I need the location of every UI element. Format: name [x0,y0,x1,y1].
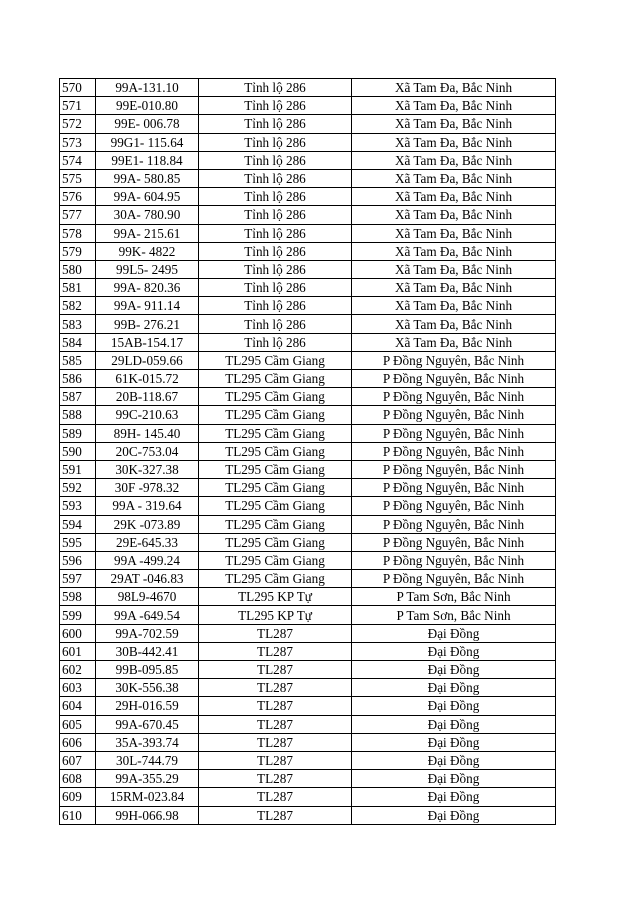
location-cell: Xã Tam Đa, Bắc Ninh [352,79,556,97]
location-cell: Đại Đồng [352,642,556,660]
road-cell: TL287 [199,751,352,769]
table-row [60,424,556,442]
row-number-cell: 600 [60,624,96,642]
location-cell: Xã Tam Đa, Bắc Ninh [352,206,556,224]
road-cell: Tỉnh lộ 286 [199,279,352,297]
row-number-cell: 585 [60,351,96,369]
row-number-cell: 598 [60,588,96,606]
license-plate-cell: 99E1- 118.84 [96,151,199,169]
table-row [60,297,556,315]
license-plate-cell: 99A -649.54 [96,606,199,624]
road-cell: Tỉnh lộ 286 [199,315,352,333]
license-plate-cell: 99K- 4822 [96,242,199,260]
license-plate-cell: 30L-744.79 [96,751,199,769]
location-cell: Đại Đồng [352,661,556,679]
location-cell: Xã Tam Đa, Bắc Ninh [352,242,556,260]
road-cell: TL287 [199,624,352,642]
table-row [60,351,556,369]
location-cell: Đại Đồng [352,624,556,642]
road-cell: TL287 [199,806,352,824]
row-number-cell: 587 [60,388,96,406]
table-row [60,551,556,569]
road-cell: TL295 KP Tự [199,606,352,624]
road-cell: TL287 [199,788,352,806]
license-plate-cell: 15AB-154.17 [96,333,199,351]
location-cell: Xã Tam Đa, Bắc Ninh [352,315,556,333]
table-row [60,806,556,824]
location-cell: P Đồng Nguyên, Bắc Ninh [352,460,556,478]
table-row [60,570,556,588]
table-row [60,497,556,515]
location-cell: P Đồng Nguyên, Bắc Ninh [352,497,556,515]
table-row [60,169,556,187]
location-cell: Đại Đồng [352,770,556,788]
road-cell: TL295 Cầm Giang [199,497,352,515]
row-number-cell: 609 [60,788,96,806]
license-plate-cell: 29K -073.89 [96,515,199,533]
license-plate-cell: 30A- 780.90 [96,206,199,224]
license-plate-cell: 99A-670.45 [96,715,199,733]
table-row [60,515,556,533]
license-plate-cell: 99A- 820.36 [96,279,199,297]
table-row [60,606,556,624]
row-number-cell: 570 [60,79,96,97]
table-row [60,442,556,460]
road-cell: TL287 [199,661,352,679]
road-cell: TL287 [199,715,352,733]
row-number-cell: 584 [60,333,96,351]
license-plate-cell: 99A- 580.85 [96,169,199,187]
table-body [60,79,556,825]
table-row [60,224,556,242]
road-cell: TL295 Cầm Giang [199,533,352,551]
license-plate-cell: 99A- 604.95 [96,188,199,206]
license-plate-cell: 15RM-023.84 [96,788,199,806]
road-cell: Tỉnh lộ 286 [199,79,352,97]
location-cell: Xã Tam Đa, Bắc Ninh [352,151,556,169]
license-plate-cell: 20B-118.67 [96,388,199,406]
row-number-cell: 581 [60,279,96,297]
table-row [60,661,556,679]
table-row [60,460,556,478]
table-row [60,115,556,133]
table-row [60,751,556,769]
license-plate-cell: 99H-066.98 [96,806,199,824]
location-cell: P Tam Sơn, Bắc Ninh [352,588,556,606]
row-number-cell: 577 [60,206,96,224]
location-cell: Xã Tam Đa, Bắc Ninh [352,260,556,278]
row-number-cell: 580 [60,260,96,278]
row-number-cell: 575 [60,169,96,187]
license-plate-cell: 89H- 145.40 [96,424,199,442]
row-number-cell: 572 [60,115,96,133]
road-cell: TL287 [199,733,352,751]
row-number-cell: 578 [60,224,96,242]
row-number-cell: 590 [60,442,96,460]
location-cell: Đại Đồng [352,788,556,806]
row-number-cell: 574 [60,151,96,169]
license-plate-cell: 61K-015.72 [96,370,199,388]
row-number-cell: 601 [60,642,96,660]
license-plate-cell: 30K-327.38 [96,460,199,478]
license-plate-cell: 30K-556.38 [96,679,199,697]
row-number-cell: 589 [60,424,96,442]
location-cell: Đại Đồng [352,715,556,733]
table-row [60,479,556,497]
license-plate-cell: 29LD-059.66 [96,351,199,369]
row-number-cell: 573 [60,133,96,151]
license-plate-cell: 99C-210.63 [96,406,199,424]
location-cell: Xã Tam Đa, Bắc Ninh [352,115,556,133]
table-row [60,624,556,642]
location-cell: P Đồng Nguyên, Bắc Ninh [352,351,556,369]
table-row [60,406,556,424]
location-cell: P Đồng Nguyên, Bắc Ninh [352,442,556,460]
road-cell: TL295 Cầm Giang [199,551,352,569]
road-cell: Tỉnh lộ 286 [199,133,352,151]
location-cell: P Đồng Nguyên, Bắc Ninh [352,406,556,424]
license-plate-cell: 99A- 215.61 [96,224,199,242]
road-cell: Tỉnh lộ 286 [199,260,352,278]
road-cell: TL295 Cầm Giang [199,479,352,497]
location-cell: P Đồng Nguyên, Bắc Ninh [352,370,556,388]
location-cell: Đại Đồng [352,733,556,751]
license-plate-cell: 99A -499.24 [96,551,199,569]
location-cell: Xã Tam Đa, Bắc Ninh [352,224,556,242]
row-number-cell: 608 [60,770,96,788]
location-cell: Đại Đồng [352,679,556,697]
location-cell: P Đồng Nguyên, Bắc Ninh [352,533,556,551]
location-cell: Xã Tam Đa, Bắc Ninh [352,97,556,115]
license-plate-cell: 99A - 319.64 [96,497,199,515]
license-plate-cell: 29E-645.33 [96,533,199,551]
road-cell: Tỉnh lộ 286 [199,151,352,169]
road-cell: Tỉnh lộ 286 [199,333,352,351]
table-row [60,642,556,660]
license-plate-cell: 99A-355.29 [96,770,199,788]
license-plate-cell: 98L9-4670 [96,588,199,606]
row-number-cell: 599 [60,606,96,624]
road-cell: Tỉnh lộ 286 [199,206,352,224]
row-number-cell: 595 [60,533,96,551]
row-number-cell: 602 [60,661,96,679]
table-row [60,260,556,278]
location-cell: Xã Tam Đa, Bắc Ninh [352,169,556,187]
violations-table [59,78,556,825]
license-plate-cell: 29H-016.59 [96,697,199,715]
row-number-cell: 597 [60,570,96,588]
row-number-cell: 579 [60,242,96,260]
location-cell: P Đồng Nguyên, Bắc Ninh [352,515,556,533]
license-plate-cell: 29AT -046.83 [96,570,199,588]
location-cell: P Đồng Nguyên, Bắc Ninh [352,551,556,569]
location-cell: P Đồng Nguyên, Bắc Ninh [352,570,556,588]
road-cell: TL295 KP Tự [199,588,352,606]
location-cell: Xã Tam Đa, Bắc Ninh [352,133,556,151]
license-plate-cell: 99E-010.80 [96,97,199,115]
table-row [60,388,556,406]
table-row [60,242,556,260]
road-cell: TL295 Cầm Giang [199,442,352,460]
table-row [60,370,556,388]
row-number-cell: 593 [60,497,96,515]
row-number-cell: 592 [60,479,96,497]
row-number-cell: 571 [60,97,96,115]
row-number-cell: 586 [60,370,96,388]
road-cell: Tỉnh lộ 286 [199,97,352,115]
row-number-cell: 605 [60,715,96,733]
license-plate-cell: 30B-442.41 [96,642,199,660]
table-row [60,206,556,224]
table-row [60,733,556,751]
license-plate-cell: 30F -978.32 [96,479,199,497]
license-plate-cell: 99A-131.10 [96,79,199,97]
license-plate-cell: 99A- 911.14 [96,297,199,315]
table-row [60,533,556,551]
table-row [60,151,556,169]
road-cell: TL295 Cầm Giang [199,460,352,478]
row-number-cell: 588 [60,406,96,424]
row-number-cell: 603 [60,679,96,697]
road-cell: TL295 Cầm Giang [199,570,352,588]
row-number-cell: 594 [60,515,96,533]
location-cell: Xã Tam Đa, Bắc Ninh [352,279,556,297]
table-row [60,279,556,297]
license-plate-cell: 99L5- 2495 [96,260,199,278]
road-cell: Tỉnh lộ 286 [199,169,352,187]
location-cell: P Đồng Nguyên, Bắc Ninh [352,479,556,497]
road-cell: TL295 Cầm Giang [199,388,352,406]
road-cell: TL287 [199,679,352,697]
location-cell: Đại Đồng [352,751,556,769]
location-cell: Đại Đồng [352,697,556,715]
road-cell: TL295 Cầm Giang [199,515,352,533]
road-cell: TL295 Cầm Giang [199,406,352,424]
table-row [60,715,556,733]
road-cell: TL287 [199,642,352,660]
location-cell: Xã Tam Đa, Bắc Ninh [352,188,556,206]
location-cell: Xã Tam Đa, Bắc Ninh [352,297,556,315]
table-row [60,788,556,806]
location-cell: Xã Tam Đa, Bắc Ninh [352,333,556,351]
table-row [60,697,556,715]
table-row [60,770,556,788]
license-plate-cell: 99G1- 115.64 [96,133,199,151]
road-cell: TL295 Cầm Giang [199,424,352,442]
road-cell: Tỉnh lộ 286 [199,297,352,315]
row-number-cell: 583 [60,315,96,333]
row-number-cell: 591 [60,460,96,478]
license-plate-cell: 99A-702.59 [96,624,199,642]
row-number-cell: 576 [60,188,96,206]
row-number-cell: 582 [60,297,96,315]
license-plate-cell: 20C-753.04 [96,442,199,460]
road-cell: TL287 [199,697,352,715]
road-cell: Tỉnh lộ 286 [199,188,352,206]
license-plate-cell: 99B-095.85 [96,661,199,679]
location-cell: P Đồng Nguyên, Bắc Ninh [352,388,556,406]
table-row [60,97,556,115]
table-row [60,333,556,351]
license-plate-cell: 99B- 276.21 [96,315,199,333]
table-row [60,133,556,151]
row-number-cell: 606 [60,733,96,751]
row-number-cell: 610 [60,806,96,824]
road-cell: TL295 Cầm Giang [199,370,352,388]
table-row [60,588,556,606]
road-cell: TL295 Cầm Giang [199,351,352,369]
table-row [60,79,556,97]
location-cell: Đại Đồng [352,806,556,824]
road-cell: TL287 [199,770,352,788]
license-plate-cell: 99E- 006.78 [96,115,199,133]
road-cell: Tỉnh lộ 286 [199,224,352,242]
road-cell: Tỉnh lộ 286 [199,242,352,260]
table-row [60,188,556,206]
table-row [60,679,556,697]
license-plate-cell: 35A-393.74 [96,733,199,751]
location-cell: P Tam Sơn, Bắc Ninh [352,606,556,624]
road-cell: Tỉnh lộ 286 [199,115,352,133]
row-number-cell: 596 [60,551,96,569]
row-number-cell: 604 [60,697,96,715]
location-cell: P Đồng Nguyên, Bắc Ninh [352,424,556,442]
row-number-cell: 607 [60,751,96,769]
table-row [60,315,556,333]
